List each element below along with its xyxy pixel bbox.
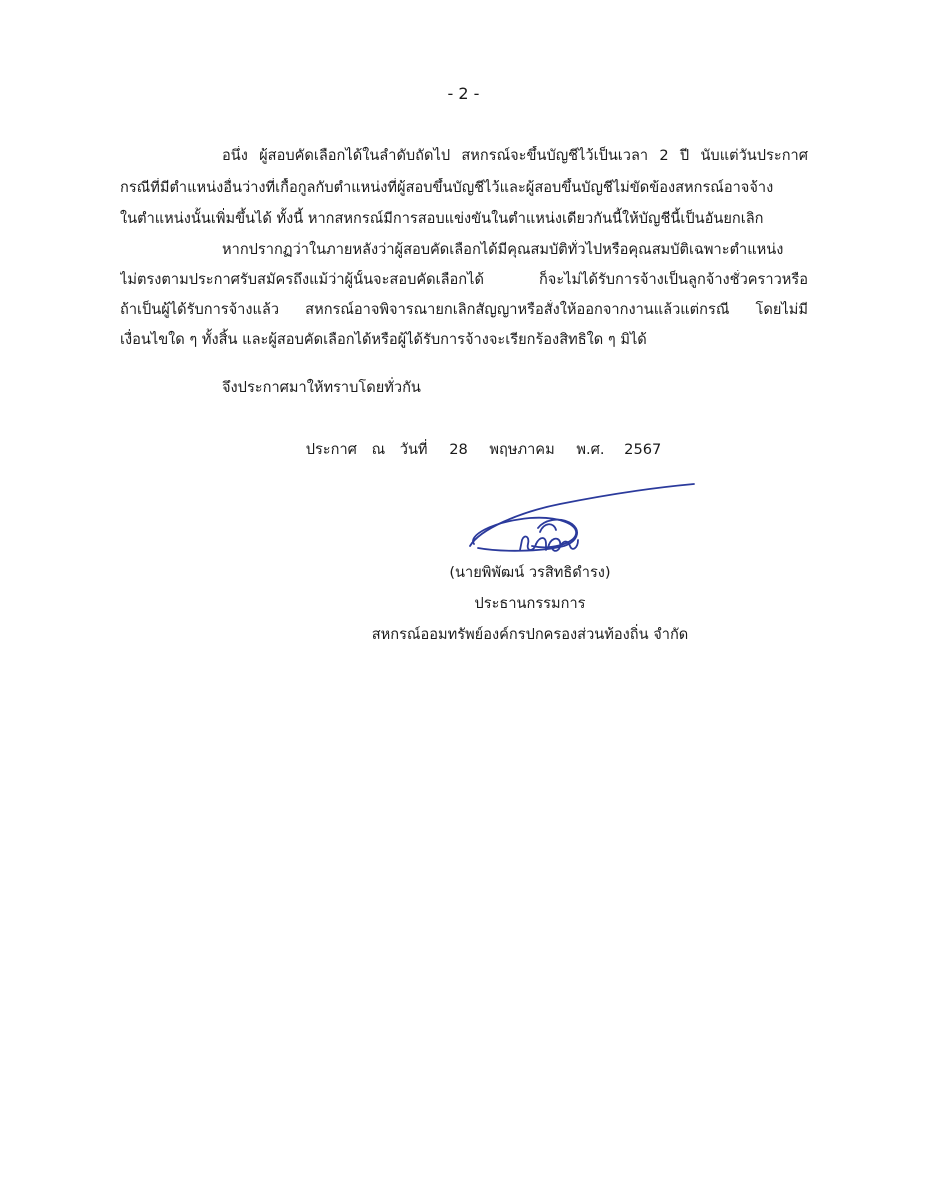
paragraph-2-line-3: ถ้าเป็นผู้ได้รับการจ้างแล้ว สหกรณ์อาจพิจารณายกเลิกสัญญาหรือสั่งให้ออกจากงานแล้วแต่กรณี โดยไม่มี	[120, 301, 808, 318]
date-month: พฤษภาคม	[489, 441, 555, 458]
closing-statement: จึงประกาศมาให้ทราบโดยทั่วกัน	[222, 379, 421, 396]
paragraph-1-line-2: กรณีที่มีตำแหน่งอื่นว่างที่เกื้อกูลกับตำแหน่งที่ผู้สอบขึ้นบัญชีไว้และผู้สอบขึ้นบัญชีไม่ขัดข้องสหกรณ์อาจจ้าง	[120, 179, 774, 196]
paragraph-1-line-3: ในตำแหน่งนั้นเพิ่มขึ้นได้ ทั้งนี้ หากสหกรณ์มีการสอบแข่งขันในตำแหน่งเดียวกันนี้ให้บัญชีนี้เป็นอันยกเลิก	[120, 210, 764, 227]
date-era: พ.ศ.	[576, 441, 605, 458]
paragraph-2-line-4: เงื่อนไขใด ๆ ทั้งสิ้น และผู้สอบคัดเลือกได้หรือผู้ได้รับการจ้างจะเรียกร้องสิทธิใด ๆ มิได้	[120, 331, 647, 348]
signatory-position: ประธานกรรมการ	[474, 595, 586, 612]
signature-strokes	[470, 484, 694, 551]
date-at: ณ	[371, 441, 386, 458]
page-number: - 2 -	[447, 84, 480, 103]
paragraph-1-line-1: อนึ่ง ผู้สอบคัดเลือกได้ในลำดับถัดไป สหกรณ์จะขึ้นบัญชีไว้เป็นเวลา 2 ปี นับแต่วันประกาศ	[222, 147, 808, 164]
date-day-label: วันที่	[399, 441, 428, 458]
date-year: 2567	[624, 441, 662, 458]
signatory-name: (นายพิพัฒน์ วรสิทธิดำรง)	[449, 564, 611, 581]
paragraph-2-line-1: หากปรากฏว่าในภายหลังว่าผู้สอบคัดเลือกได้มีคุณสมบัติทั่วไปหรือคุณสมบัติเฉพาะตำแหน่ง	[222, 241, 784, 258]
signatory-organization: สหกรณ์ออมทรัพย์องค์กรปกครองส่วนท้องถิ่น จำกัด	[371, 626, 689, 643]
date-day: 28	[449, 441, 468, 458]
announcement-date	[0, 440, 927, 460]
paragraph-2-line-2: ไม่ตรงตามประกาศรับสมัครถึงแม้ว่าผู้นั้นจะสอบคัดเลือกได้ ก็จะไม่ได้รับการจ้างเป็นลูกจ้างชั่วคราวหรือ	[120, 271, 808, 288]
handwritten-signature	[460, 474, 700, 564]
date-prefix: ประกาศ	[305, 441, 357, 458]
